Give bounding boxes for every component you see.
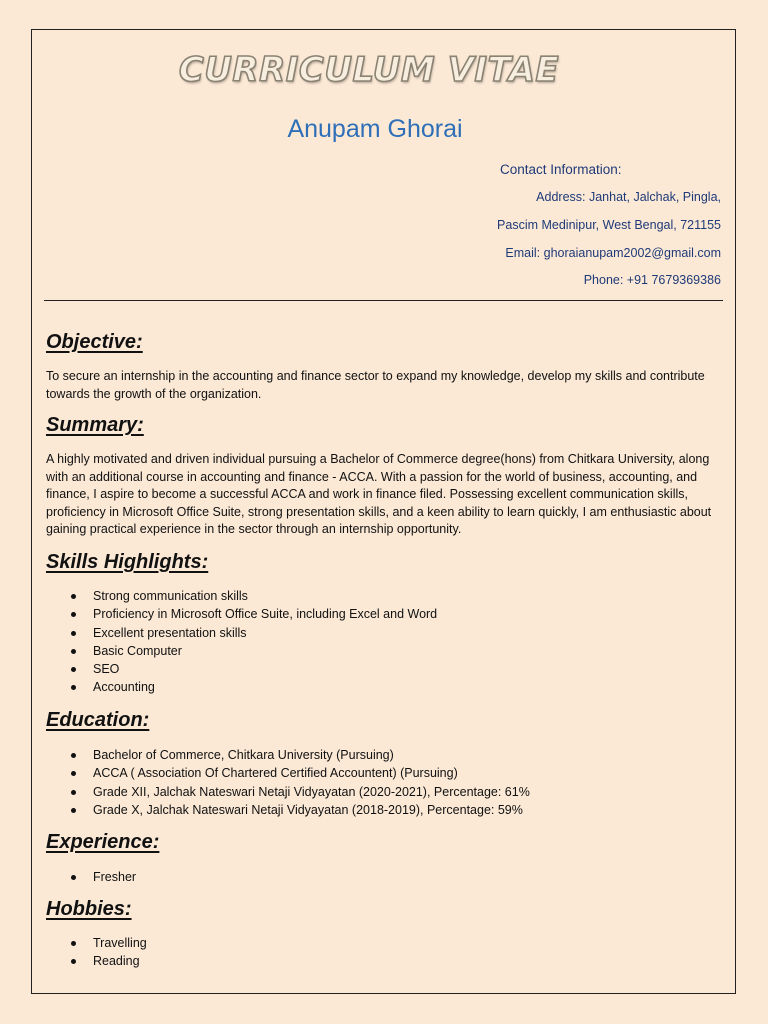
candidate-name: Anupam Ghorai (287, 115, 463, 143)
list-item: Proficiency in Microsoft Office Suite, including Excel and Word (46, 605, 437, 623)
list-item: Fresher (46, 868, 136, 886)
list-item: SEO (46, 660, 437, 678)
list-item: ACCA ( Association Of Chartered Certified Accountent) (Pursuing) (46, 764, 530, 782)
objective-text: To secure an internship in the accounting and finance sector to expand my knowledge, develop my skills and contribute towards the growth of the organization. (46, 369, 705, 401)
summary-text: A highly motivated and driven individual pursuing a Bachelor of Commerce degree(hons) from Chitkara University, along with an additional course in accounting and finance - ACCA. With a passion for the world of business, accounting, and finance, I aspire to become a successful ACCA and work in finance filed. Possessing excellent communication skills, proficiency in Microsoft Office Suite, strong presentation skills, and a keen ability to learn quickly, I am enthusiastic about gaining practical experience in the sector through an internship opportunity. (46, 452, 712, 536)
list-item: Reading (46, 952, 147, 970)
list-item: Bachelor of Commerce, Chitkara University (Pursuing) (46, 746, 530, 764)
contact-address-line-2: Pascim Medinipur, West Bengal, 721155 (497, 218, 721, 232)
contact-address-line-1: Address: Janhat, Jalchak, Pingla, (536, 190, 721, 204)
education-heading: Education: (46, 709, 150, 731)
experience-heading: Experience: (46, 831, 160, 853)
hobbies-heading: Hobbies: (46, 898, 132, 920)
education-list (46, 746, 530, 819)
experience-list (46, 868, 136, 886)
skills-list (46, 587, 437, 697)
header-divider (44, 300, 723, 301)
list-item: Accounting (46, 678, 437, 696)
list-item: Grade X, Jalchak Nateswari Netaji Vidyayatan (2018-2019), Percentage: 59% (46, 801, 530, 819)
skills-heading: Skills Highlights: (46, 551, 209, 573)
contact-email: Email: ghoraianupam2002@gmail.com (505, 246, 721, 260)
list-item: Strong communication skills (46, 587, 437, 605)
objective-heading: Objective: (46, 331, 143, 353)
list-item: Grade XII, Jalchak Nateswari Netaji Vidyayatan (2020-2021), Percentage: 61% (46, 783, 530, 801)
list-item: Excellent presentation skills (46, 624, 437, 642)
document-title: CURRICULUM VITAE (178, 50, 560, 90)
list-item: Basic Computer (46, 642, 437, 660)
contact-phone: Phone: +91 7679369386 (583, 273, 721, 287)
summary-heading: Summary: (46, 414, 144, 436)
hobbies-list (46, 934, 147, 971)
contact-heading: Contact Information: (500, 162, 622, 177)
list-item: Travelling (46, 934, 147, 952)
